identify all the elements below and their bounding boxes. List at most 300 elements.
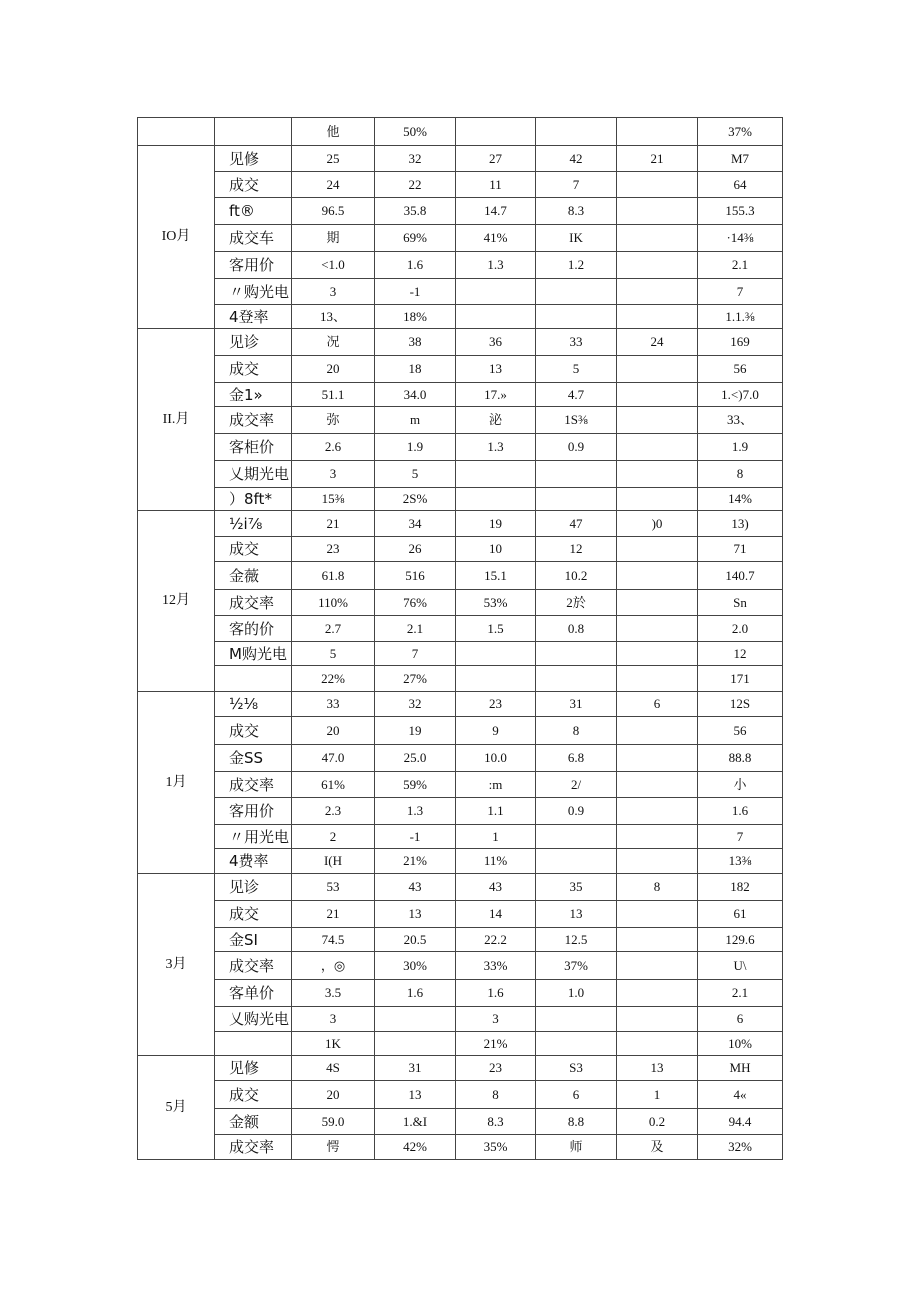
table-row — [138, 1081, 783, 1109]
table-cell: 13、 — [292, 305, 375, 329]
row-label: ft® — [215, 198, 292, 225]
table-cell: 31 — [536, 692, 617, 717]
table-row — [138, 225, 783, 252]
table-row — [138, 874, 783, 901]
table-cell — [617, 717, 698, 745]
row-label — [215, 666, 292, 692]
table-cell — [456, 279, 536, 305]
table-cell: 1.1 — [456, 798, 536, 825]
table-cell: 0.9 — [536, 434, 617, 461]
table-cell — [536, 461, 617, 488]
row-label: 见诊 — [215, 329, 292, 356]
table-cell: ·14⅜ — [698, 225, 783, 252]
table-cell: 516 — [375, 562, 456, 590]
table-row — [138, 305, 783, 329]
table-cell: 2.1 — [698, 252, 783, 279]
table-row — [138, 980, 783, 1007]
table-row — [138, 928, 783, 952]
row-label: 金1» — [215, 383, 292, 407]
table-cell — [536, 305, 617, 329]
table-cell: 12S — [698, 692, 783, 717]
table-cell: 15.1 — [456, 562, 536, 590]
table-cell: 1.5 — [456, 616, 536, 642]
table-row — [138, 172, 783, 198]
table-cell: 12 — [536, 537, 617, 562]
table-cell: 56 — [698, 717, 783, 745]
table-cell: 10 — [456, 537, 536, 562]
table-cell: 88.8 — [698, 745, 783, 772]
table-cell: 2於 — [536, 590, 617, 616]
table-cell — [617, 1007, 698, 1032]
table-cell: 35 — [536, 874, 617, 901]
row-label: 客柜价 — [215, 434, 292, 461]
table-cell: 59% — [375, 772, 456, 798]
table-row — [138, 1109, 783, 1135]
table-cell: 51.1 — [292, 383, 375, 407]
table-cell: 22.2 — [456, 928, 536, 952]
table-row — [138, 825, 783, 849]
row-label: 金SS — [215, 745, 292, 772]
table-cell: 8 — [536, 717, 617, 745]
table-cell: 10.2 — [536, 562, 617, 590]
table-row — [138, 666, 783, 692]
table-cell: 1.1.⅜ — [698, 305, 783, 329]
table-row — [138, 488, 783, 511]
table-cell: 34.0 — [375, 383, 456, 407]
table-cell: 小 — [698, 772, 783, 798]
table-row — [138, 461, 783, 488]
table-cell: 9 — [456, 717, 536, 745]
table-cell: 140.7 — [698, 562, 783, 590]
table-cell: 愕 — [292, 1135, 375, 1160]
table-cell — [536, 825, 617, 849]
table-cell: 4S — [292, 1056, 375, 1081]
table-cell: 47 — [536, 511, 617, 537]
table-cell: 13 — [617, 1056, 698, 1081]
month-cell: II.月 — [138, 329, 215, 511]
table-cell — [456, 461, 536, 488]
table-cell — [456, 305, 536, 329]
table-cell: 0.9 — [536, 798, 617, 825]
table-cell: 61.8 — [292, 562, 375, 590]
table-cell: S3 — [536, 1056, 617, 1081]
table-cell — [375, 1032, 456, 1056]
row-label: 成交 — [215, 901, 292, 928]
table-cell: 43 — [456, 874, 536, 901]
table-cell — [617, 434, 698, 461]
table-row — [138, 798, 783, 825]
table-cell — [617, 562, 698, 590]
row-label: 客的价 — [215, 616, 292, 642]
table-cell: 61 — [698, 901, 783, 928]
table-cell: 3 — [292, 461, 375, 488]
table-cell: 4« — [698, 1081, 783, 1109]
table-cell: Sn — [698, 590, 783, 616]
table-cell: 1S⅜ — [536, 407, 617, 434]
table-cell: 2.1 — [375, 616, 456, 642]
row-label: 成交 — [215, 172, 292, 198]
table-cell — [617, 666, 698, 692]
table-cell: 12 — [698, 642, 783, 666]
table-cell — [617, 279, 698, 305]
table-cell: 11 — [456, 172, 536, 198]
table-cell: 及 — [617, 1135, 698, 1160]
table-cell: 42 — [536, 146, 617, 172]
table-cell: 14% — [698, 488, 783, 511]
table-cell: 21 — [292, 511, 375, 537]
table-cell: 1.6 — [375, 980, 456, 1007]
row-label: 成交 — [215, 537, 292, 562]
table-cell: 18% — [375, 305, 456, 329]
table-cell: 6 — [536, 1081, 617, 1109]
table-cell: 30% — [375, 952, 456, 980]
table-cell: 41% — [456, 225, 536, 252]
table-cell: ，◎ — [292, 952, 375, 980]
table-cell: m — [375, 407, 456, 434]
table-cell: 24 — [292, 172, 375, 198]
row-label: 乂购光电 — [215, 1007, 292, 1032]
table-cell: 2.7 — [292, 616, 375, 642]
table-cell: 96.5 — [292, 198, 375, 225]
table-cell: 35.8 — [375, 198, 456, 225]
table-cell: 43 — [375, 874, 456, 901]
table-cell: 他 — [292, 118, 375, 146]
table-cell: 169 — [698, 329, 783, 356]
row-label: 成交 — [215, 1081, 292, 1109]
row-label: ）8ft* — [215, 488, 292, 511]
table-cell: 59.0 — [292, 1109, 375, 1135]
table-cell: 21% — [375, 849, 456, 874]
row-label: 乂期光电 — [215, 461, 292, 488]
row-label: 〃购光电 — [215, 279, 292, 305]
month-cell — [138, 118, 215, 146]
table-cell: 1 — [456, 825, 536, 849]
table-cell — [617, 461, 698, 488]
row-label — [215, 118, 292, 146]
table-row — [138, 118, 783, 146]
table-row — [138, 1056, 783, 1081]
table-cell: 34 — [375, 511, 456, 537]
table-cell: 8 — [456, 1081, 536, 1109]
table-cell: 53% — [456, 590, 536, 616]
row-label: 成交率 — [215, 772, 292, 798]
table-cell: 94.4 — [698, 1109, 783, 1135]
table-cell: 6 — [698, 1007, 783, 1032]
table-cell: 2.0 — [698, 616, 783, 642]
table-cell — [536, 488, 617, 511]
table-cell: 37% — [698, 118, 783, 146]
table-row — [138, 562, 783, 590]
table-cell — [617, 798, 698, 825]
table-cell: 1.6 — [698, 798, 783, 825]
row-label: 客单价 — [215, 980, 292, 1007]
table-cell: 1.3 — [375, 798, 456, 825]
table-cell — [617, 537, 698, 562]
table-cell: 10% — [698, 1032, 783, 1056]
table-cell — [617, 118, 698, 146]
table-cell: 1.0 — [536, 980, 617, 1007]
table-cell — [536, 279, 617, 305]
table-cell: 35% — [456, 1135, 536, 1160]
table-cell — [617, 980, 698, 1007]
table-cell: I(H — [292, 849, 375, 874]
row-label: 成交率 — [215, 1135, 292, 1160]
table-cell — [617, 952, 698, 980]
table-cell: 13 — [375, 901, 456, 928]
table-cell: 13 — [536, 901, 617, 928]
table-cell: 3.5 — [292, 980, 375, 1007]
table-cell: 24 — [617, 329, 698, 356]
table-cell: 1.<)7.0 — [698, 383, 783, 407]
table-cell: 33、 — [698, 407, 783, 434]
row-label: 见修 — [215, 146, 292, 172]
table-cell: 1.3 — [456, 434, 536, 461]
table-cell: 5 — [375, 461, 456, 488]
table-cell: 31 — [375, 1056, 456, 1081]
row-label: ½⅛ — [215, 692, 292, 717]
table-cell: 36 — [456, 329, 536, 356]
table-cell: 2.1 — [698, 980, 783, 1007]
table-cell: 期 — [292, 225, 375, 252]
row-label: 见诊 — [215, 874, 292, 901]
table-row — [138, 642, 783, 666]
table-cell: 1.9 — [375, 434, 456, 461]
table-cell: 56 — [698, 356, 783, 383]
table-row — [138, 1032, 783, 1056]
table-cell — [536, 118, 617, 146]
table-cell: U\ — [698, 952, 783, 980]
row-label: 金SI — [215, 928, 292, 952]
table-cell: 1.2 — [536, 252, 617, 279]
table-cell: 33 — [292, 692, 375, 717]
table-cell: 8.3 — [456, 1109, 536, 1135]
table-cell: 1 — [617, 1081, 698, 1109]
table-cell: 110% — [292, 590, 375, 616]
table-cell — [456, 666, 536, 692]
table-row — [138, 849, 783, 874]
table-cell: 7 — [698, 825, 783, 849]
row-label: 金额 — [215, 1109, 292, 1135]
table-cell: 32 — [375, 146, 456, 172]
table-cell — [617, 356, 698, 383]
table-cell — [617, 383, 698, 407]
table-cell — [456, 118, 536, 146]
table-cell: 20 — [292, 1081, 375, 1109]
table-cell: 2.6 — [292, 434, 375, 461]
table-cell — [617, 590, 698, 616]
row-label: 客用价 — [215, 252, 292, 279]
table-cell: 20.5 — [375, 928, 456, 952]
table-cell: 155.3 — [698, 198, 783, 225]
table-row — [138, 616, 783, 642]
table-cell — [536, 1032, 617, 1056]
row-label: 成交 — [215, 356, 292, 383]
table-cell: 21 — [292, 901, 375, 928]
table-cell — [617, 928, 698, 952]
table-cell: 1.&I — [375, 1109, 456, 1135]
table-cell: 25.0 — [375, 745, 456, 772]
table-cell — [617, 901, 698, 928]
table-cell: 71 — [698, 537, 783, 562]
table-cell: 19 — [456, 511, 536, 537]
table-cell: 泌 — [456, 407, 536, 434]
table-cell: 况 — [292, 329, 375, 356]
table-cell: 47.0 — [292, 745, 375, 772]
table-cell: M7 — [698, 146, 783, 172]
table-cell: 8 — [617, 874, 698, 901]
table-cell: 13 — [456, 356, 536, 383]
table-row — [138, 952, 783, 980]
table-cell: 74.5 — [292, 928, 375, 952]
table-cell: 1.9 — [698, 434, 783, 461]
table-cell: 33% — [456, 952, 536, 980]
table-row — [138, 356, 783, 383]
row-label: 成交车 — [215, 225, 292, 252]
table-cell: 42% — [375, 1135, 456, 1160]
table-cell — [617, 198, 698, 225]
row-label: ½i⅞ — [215, 511, 292, 537]
table-cell: 10.0 — [456, 745, 536, 772]
table-row — [138, 901, 783, 928]
table-cell: 13⅜ — [698, 849, 783, 874]
month-cell: 5月 — [138, 1056, 215, 1160]
table-cell: 27 — [456, 146, 536, 172]
table-cell — [617, 225, 698, 252]
table-row — [138, 745, 783, 772]
table-cell: 129.6 — [698, 928, 783, 952]
month-cell: 3月 — [138, 874, 215, 1056]
table-cell: 8.8 — [536, 1109, 617, 1135]
table-cell: 5 — [536, 356, 617, 383]
table-cell: 1.6 — [456, 980, 536, 1007]
table-cell — [617, 616, 698, 642]
table-cell: 20 — [292, 356, 375, 383]
table-cell: 23 — [456, 692, 536, 717]
table-cell: 13 — [375, 1081, 456, 1109]
table-cell: 3 — [456, 1007, 536, 1032]
table-cell: 64 — [698, 172, 783, 198]
table-cell: 7 — [698, 279, 783, 305]
row-label: 金薇 — [215, 562, 292, 590]
table-cell: 69% — [375, 225, 456, 252]
table-cell: 13) — [698, 511, 783, 537]
table-cell: 弥 — [292, 407, 375, 434]
table-row — [138, 1007, 783, 1032]
table-cell — [536, 849, 617, 874]
table-cell: 0.2 — [617, 1109, 698, 1135]
row-label: 客用价 — [215, 798, 292, 825]
table-cell — [617, 407, 698, 434]
table-cell: 50% — [375, 118, 456, 146]
table-row — [138, 198, 783, 225]
row-label: M购光电 — [215, 642, 292, 666]
table-cell — [617, 825, 698, 849]
month-cell: IO月 — [138, 146, 215, 329]
table-cell: 2S% — [375, 488, 456, 511]
table-cell: 171 — [698, 666, 783, 692]
table-cell: -1 — [375, 825, 456, 849]
table-cell: <1.0 — [292, 252, 375, 279]
table-row — [138, 146, 783, 172]
row-label: 4登率 — [215, 305, 292, 329]
table-cell: 17.» — [456, 383, 536, 407]
row-label: 成交率 — [215, 590, 292, 616]
row-label: 见修 — [215, 1056, 292, 1081]
table-cell: )0 — [617, 511, 698, 537]
table-row — [138, 434, 783, 461]
table-cell — [617, 172, 698, 198]
table-row — [138, 692, 783, 717]
table-cell: 26 — [375, 537, 456, 562]
table-cell — [456, 642, 536, 666]
table-cell — [617, 745, 698, 772]
table-cell: 22 — [375, 172, 456, 198]
table-row — [138, 590, 783, 616]
table-cell: IK — [536, 225, 617, 252]
table-cell: 7 — [375, 642, 456, 666]
row-label: 〃用光电 — [215, 825, 292, 849]
row-label — [215, 1032, 292, 1056]
table-cell: -1 — [375, 279, 456, 305]
table-cell: 21% — [456, 1032, 536, 1056]
table-cell: 2 — [292, 825, 375, 849]
table-cell: 38 — [375, 329, 456, 356]
table-cell — [536, 666, 617, 692]
table-cell: 14 — [456, 901, 536, 928]
table-cell: 2.3 — [292, 798, 375, 825]
table-cell: 33 — [536, 329, 617, 356]
table-row — [138, 329, 783, 356]
table-cell: 22% — [292, 666, 375, 692]
table-cell: 20 — [292, 717, 375, 745]
table-row — [138, 1135, 783, 1160]
table-row — [138, 252, 783, 279]
table-cell: 25 — [292, 146, 375, 172]
table-cell: 6.8 — [536, 745, 617, 772]
table-cell: 15⅜ — [292, 488, 375, 511]
table-cell: 21 — [617, 146, 698, 172]
table-row — [138, 407, 783, 434]
table-cell: 8.3 — [536, 198, 617, 225]
row-label: 成交率 — [215, 952, 292, 980]
table-row — [138, 772, 783, 798]
table-cell: 32% — [698, 1135, 783, 1160]
table-cell: 61% — [292, 772, 375, 798]
table-cell: 12.5 — [536, 928, 617, 952]
table-cell — [536, 1007, 617, 1032]
table-cell: 2/ — [536, 772, 617, 798]
table-cell: 37% — [536, 952, 617, 980]
table-cell: 182 — [698, 874, 783, 901]
row-label: 成交 — [215, 717, 292, 745]
table-cell — [617, 642, 698, 666]
table-cell — [375, 1007, 456, 1032]
table-cell — [456, 488, 536, 511]
table-cell: 27% — [375, 666, 456, 692]
month-cell: 12月 — [138, 511, 215, 692]
table-cell: 3 — [292, 1007, 375, 1032]
month-cell: 1月 — [138, 692, 215, 874]
table-cell: 18 — [375, 356, 456, 383]
table-cell: 1.6 — [375, 252, 456, 279]
row-label: 4费率 — [215, 849, 292, 874]
table-cell — [617, 305, 698, 329]
table-cell: 76% — [375, 590, 456, 616]
row-label: 成交率 — [215, 407, 292, 434]
table-cell: 师 — [536, 1135, 617, 1160]
table-cell: :m — [456, 772, 536, 798]
table-cell: 7 — [536, 172, 617, 198]
